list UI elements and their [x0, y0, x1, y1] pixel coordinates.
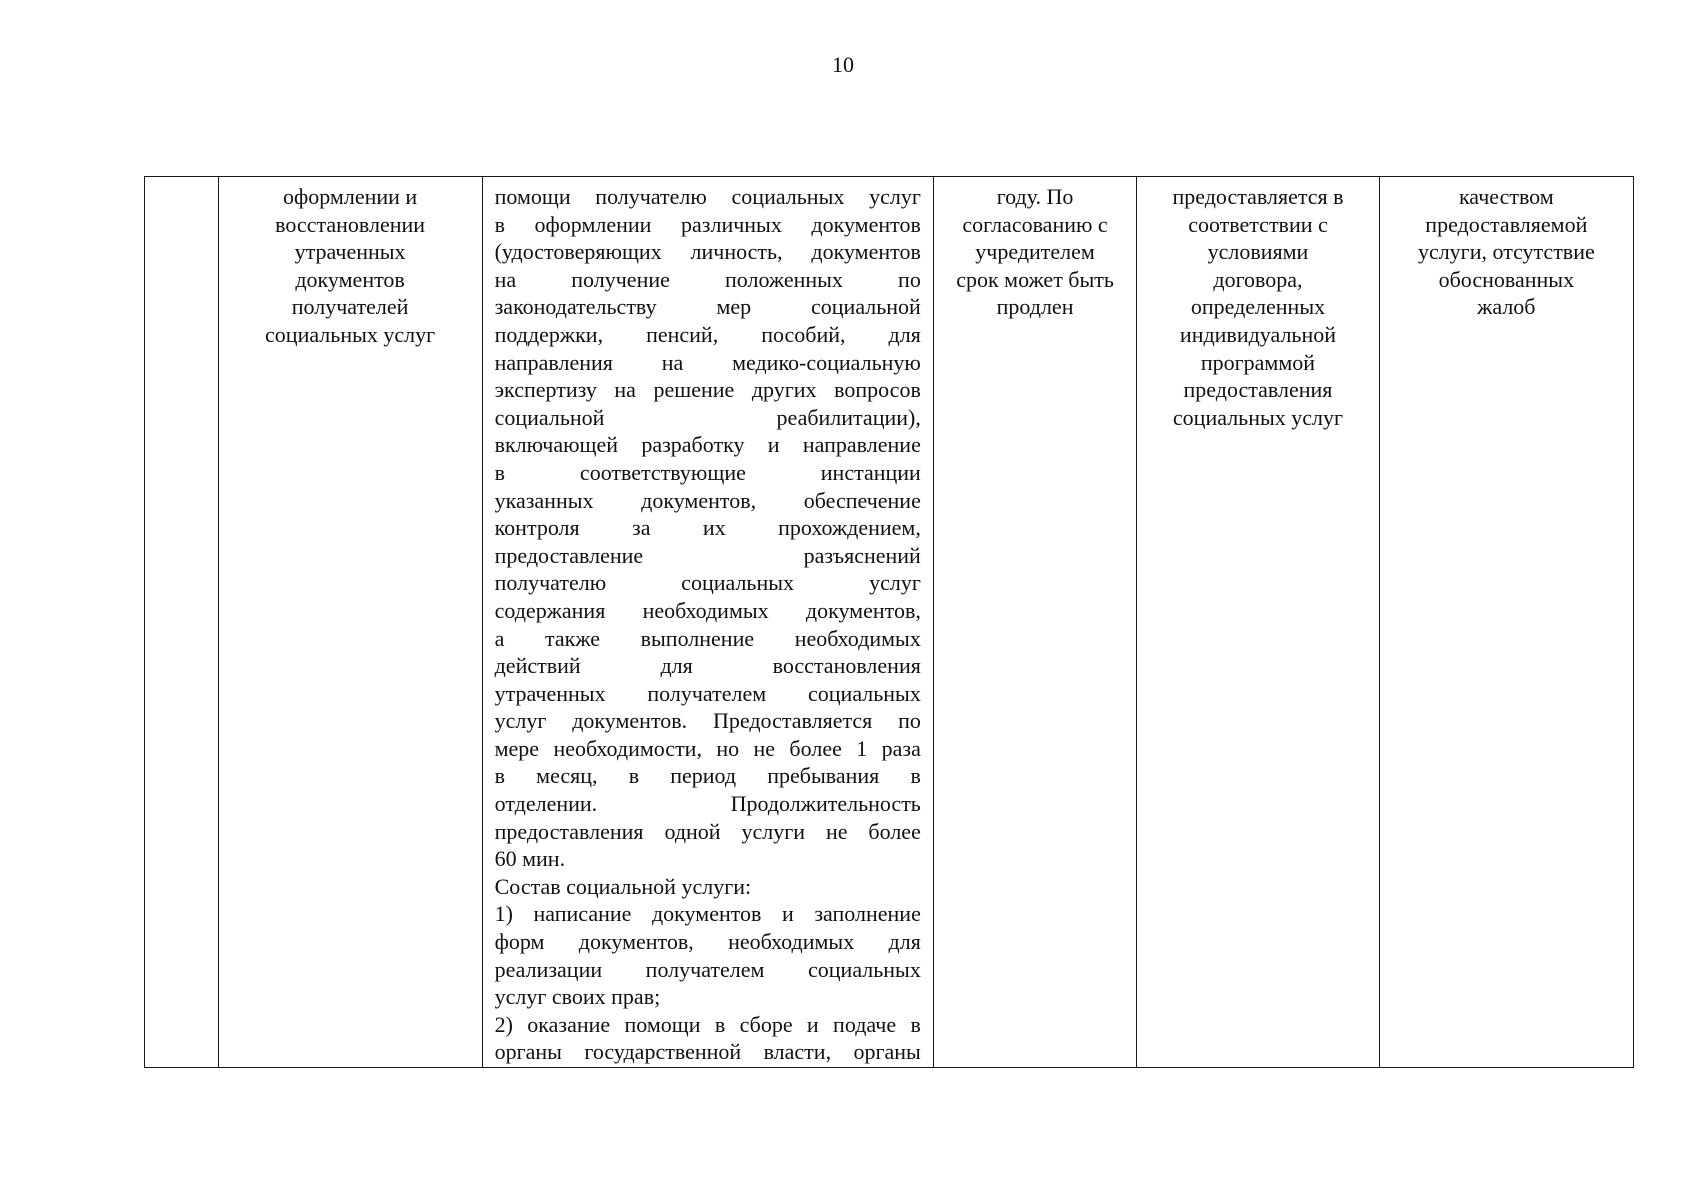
description-line: (удостоверяющих личность, документов	[494, 239, 921, 265]
description-line: отделении. Продолжительность	[494, 791, 921, 817]
cell-text-line: договора,	[1213, 266, 1303, 292]
description-line: получателю социальных услуг	[494, 570, 921, 596]
description-line: предоставления одной услуги не более	[494, 818, 921, 844]
description-line: помощи получателю социальных услуг	[494, 184, 921, 209]
cell-text-line: услуги, отсутствие	[1417, 239, 1595, 265]
description-line: услуг документов. Предоставляется по	[494, 708, 921, 734]
services-table	[144, 176, 1634, 1068]
cell-text-line: обоснованных	[1438, 266, 1575, 292]
description-line: форм документов, необходимых для	[494, 929, 921, 955]
cell-service-conditions	[1137, 177, 1379, 1068]
cell-service-quality	[1379, 177, 1633, 1068]
cell-number	[145, 177, 219, 1068]
cell-text-line: согласованию с	[962, 211, 1108, 237]
cell-text-line: качеством	[1458, 184, 1554, 209]
description-line: социальной реабилитации),	[494, 404, 921, 430]
cell-text-line: социальных услуг	[1172, 404, 1344, 430]
page-number: 10	[832, 52, 854, 77]
cell-text-line: получателей	[291, 294, 409, 320]
table-row	[145, 177, 1634, 1068]
description-line: реализации получателем социальных	[494, 956, 921, 982]
description-line: органы государственной власти, органы	[494, 1039, 921, 1065]
description-line: мере необходимости, но не более 1 раза	[494, 735, 921, 761]
description-line: а также выполнение необходимых	[494, 625, 921, 651]
description-line: действий для восстановления	[494, 653, 921, 679]
description-line: направления на медико-социальную	[494, 349, 921, 375]
cell-text-line: учредителем	[975, 239, 1095, 265]
description-line: в месяц, в период пребывания в	[494, 763, 921, 789]
cell-text-line: году. По	[996, 184, 1074, 209]
description-line: 1) написание документов и заполнение	[494, 901, 921, 927]
cell-service-name	[218, 177, 482, 1068]
description-line: содержания необходимых документов,	[494, 597, 921, 623]
description-line: поддержки, пенсий, пособий, для	[494, 321, 921, 347]
description-line: включающей разработку и направление	[494, 432, 921, 458]
cell-text-line: оформлении и	[283, 184, 418, 209]
description-line: законодательству мер социальной	[494, 294, 921, 320]
cell-text-line: условиями	[1207, 239, 1309, 265]
cell-text-line: определенных	[1190, 294, 1326, 320]
cell-text-line: индивидуальной	[1179, 321, 1337, 347]
cell-text-line: документов	[295, 266, 405, 292]
description-line: в соответствующие инстанции	[494, 459, 921, 485]
cell-service-description	[482, 177, 933, 1068]
cell-text-line: утраченных	[294, 239, 406, 265]
cell-text-line: продлен	[996, 294, 1074, 320]
cell-text-line: жалоб	[1477, 294, 1536, 320]
description-line: в оформлении различных документов	[494, 211, 921, 237]
description-line: 60 мин.	[494, 846, 566, 872]
cell-text-line: восстановлении	[275, 211, 426, 237]
description-line: указанных документов, обеспечение	[494, 487, 921, 513]
cell-service-term	[933, 177, 1136, 1068]
description-line: утраченных получателем социальных	[494, 680, 921, 706]
description-line: Состав социальной услуги:	[494, 873, 752, 899]
cell-text-line: срок может быть	[956, 266, 1114, 292]
description-line: 2) оказание помощи в сборе и подаче в	[494, 1011, 921, 1037]
cell-text-line: предоставления	[1183, 377, 1333, 403]
description-line: экспертизу на решение других вопросов	[494, 377, 921, 403]
cell-text-line: программой	[1200, 349, 1316, 375]
description-line: контроля за их прохождением,	[494, 515, 921, 541]
cell-text-line: соответствии с	[1188, 211, 1328, 237]
cell-text-line: предоставляемой	[1425, 211, 1588, 237]
description-line: предоставление разъяснений	[494, 542, 921, 568]
cell-text-line: предоставляется в	[1172, 184, 1344, 209]
description-line: на получение положенных по	[494, 266, 921, 292]
cell-text-line: социальных услуг	[265, 321, 436, 347]
description-line: услуг своих прав;	[494, 984, 661, 1010]
